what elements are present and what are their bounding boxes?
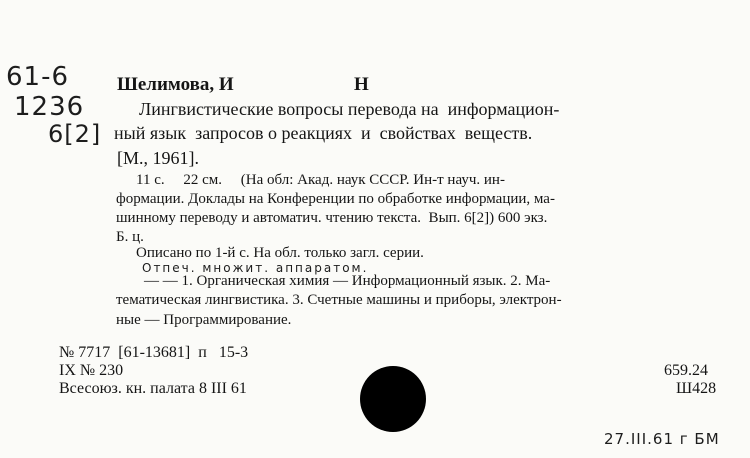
footer-chamber: Всесоюз. кн. палата 8 III 61 xyxy=(59,380,247,397)
description-line-1: 11 с. 22 см. (На обл: Акад. наук СССР. Ин-т науч. ин- xyxy=(136,172,505,188)
description-line-2: формации. Доклады на Конференции по обработке информации, ма- xyxy=(116,191,555,207)
subjects-line-2: тематическая лингвистика. 3. Счетные машины и приборы, электрон- xyxy=(116,292,562,308)
footer-record-number: № 7717 [61-13681] п 15-3 xyxy=(59,344,249,361)
handwritten-note: Отпеч. множит. аппаратом. xyxy=(142,261,369,275)
punch-hole xyxy=(360,366,426,432)
handwritten-code-top: 61-6 xyxy=(6,62,70,92)
subjects-line-3: ные — Программирование. xyxy=(116,312,292,328)
classification-udc: 659.24 xyxy=(664,362,708,379)
subjects-line-1: — — 1. Органическая химия — Информационный язык. 2. Ма- xyxy=(144,273,551,289)
series-note: Описано по 1-й с. На обл. только загл. серии. xyxy=(136,245,424,261)
title-line-2: ный язык запросов о реакциях и свойствах веществ. xyxy=(114,123,533,143)
description-line-3: шинному переводу и автоматич. чтению текста. Вып. 6[2]) 600 экз. xyxy=(116,210,548,226)
author-heading: Шелимова, И xyxy=(117,74,234,95)
title-line-1: Лингвистические вопросы перевода на информацион- xyxy=(139,99,560,119)
description-line-4: Б. ц. xyxy=(116,229,144,245)
handwritten-code-side: 6[2] xyxy=(48,120,102,148)
author-letter: Н xyxy=(354,74,369,95)
handwritten-date: 27.III.61 г БМ xyxy=(604,430,720,448)
handwritten-code-mid: 1236 xyxy=(14,92,85,122)
title-line-3: [М., 1961]. xyxy=(117,148,199,168)
footer-issue: IX № 230 xyxy=(59,362,124,379)
classification-author-mark: Ш428 xyxy=(676,380,717,397)
